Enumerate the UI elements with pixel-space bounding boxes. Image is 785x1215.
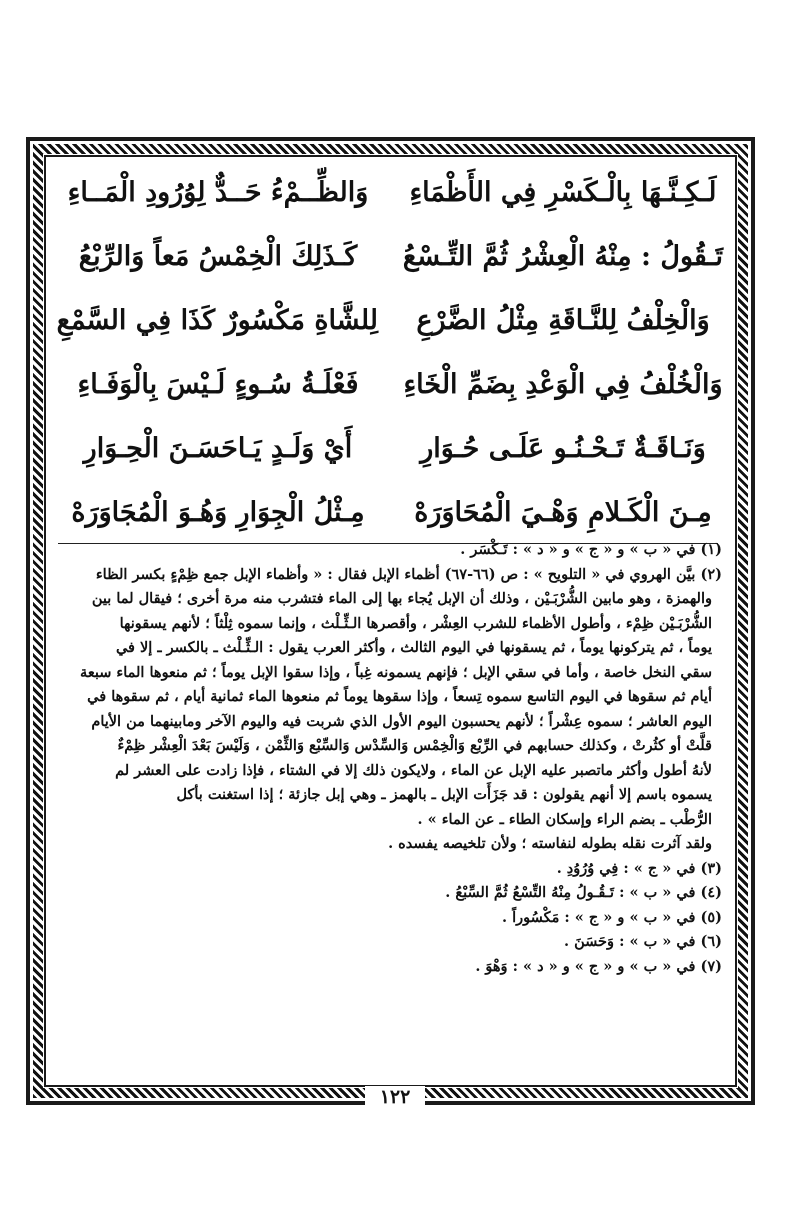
footnote-2-line: لأنهُ أطول وأكثر ماتصبر عليه الإبل عن الماء ، ولايكون ذلك إلا في الشتاء ، فإذا زادت على العشر لم bbox=[115, 761, 712, 779]
verse-second-hemistich: مِـثْلُ الْجِوَارِ وَهُـوَ الْمُجَاوَرَهْ bbox=[71, 496, 365, 528]
verse-second-hemistich: أَيْ وَلَـدٍ يَـاحَسَـنَ الْحِـوَارِ bbox=[83, 432, 353, 464]
footnote-2-line: سقي النخل خاصة ، وأما في سقي الإبل ؛ فإنهم يسمونه غِباً ، وإذا سقوا الإبل يوماً ؛ ثم منعوها الماء سبعة bbox=[80, 663, 712, 681]
footnotes bbox=[62, 538, 722, 979]
footnote-2-line: قلَّتْ أو كثُرتْ ، وكذلك حسابهم في الرِّبْع وَالْخِمْس وَالسِّدْس وَالسِّبْع وَالثِّمْن ، وَلَيْسَ بَعْدَ الْعِشْر ظِمْءٌ bbox=[117, 737, 712, 754]
footnote-2-line: والهمزة ، وهو مابين الشُّرْبَـيْن ، وذلك أن الإبل يُجاء بها إلى الماء فتشرب منه مرة أخرى ؛ فيقال لما بين bbox=[91, 590, 712, 607]
footnote-2-line: اليوم العاشر ؛ سموه عِشْراً ؛ لأنهم يحسبون اليوم الأول الذي شربت فيه واليوم الآخر ومابينهما من الأيام bbox=[91, 712, 712, 730]
verse-second-hemistich: فَعْلَـةُ سُـوءٍ لَـيْسَ بِالْوَفَـاءِ bbox=[77, 368, 359, 400]
verse bbox=[58, 224, 723, 288]
verse-first-hemistich: وَالْخُلْفُ فِي الْوَعْدِ بِضَمِّ الْخَاءِ bbox=[403, 368, 723, 400]
footnote-2-remark: ولقد آثرت نقله بطوله لنفاسته ؛ ولأن تلخيصه يفسده . bbox=[388, 835, 712, 852]
verse bbox=[58, 480, 723, 544]
footnote-2-line: (٢) بيَّن الهروي في « التلويح » : ص (٦٦-٦٧) أظماء الإبل فقال : « وأظماء الإبل جمع ظِمْءٍ بكسر الظاء bbox=[95, 565, 722, 583]
footnote-2-line: أيام ثم سقوها في اليوم التاسع سموه تِسعاً ، وإذا سقوها يوماً ثم منعوها الماء ثمانية أيام ، ثم سقوها في bbox=[87, 688, 712, 705]
verse bbox=[58, 352, 723, 416]
verse-second-hemistich: لِلشَّاةِ مَكْسُورٌ كَذَا فِي السَّمْعِ bbox=[56, 304, 378, 336]
footnote-5: (٥) في « ب » و « ج » : مَكْسُوراً . bbox=[502, 908, 722, 926]
verse bbox=[58, 160, 723, 224]
poem bbox=[58, 160, 723, 544]
verse-first-hemistich: لَـكِـنَّـهَا بِالْـكَسْرِ فِي الأَظْمَاءِ bbox=[409, 176, 717, 208]
verse-second-hemistich: وَالظِّــمْءُ حَــدٌّ لِوُرُودِ الْمَــاءِ bbox=[67, 176, 369, 208]
verse-first-hemistich: وَنَـاقَـةٌ تَـحْـنُـو عَلَـى حُـوَارِ bbox=[420, 432, 706, 464]
footnote-2-line: الرُّطْب ـ بضم الراء وإسكان الطاء ـ عن الماء » . bbox=[417, 810, 712, 828]
verse bbox=[58, 288, 723, 352]
footnote-6: (٦) في « ب » : وَحَسَنَ . bbox=[563, 933, 722, 950]
page-number: ١٢٢ bbox=[365, 1086, 425, 1108]
footnote-2-line: يسموه باسم إلا أنهم يقولون : قد جَزَأَت الإبل ـ بالهمز ـ وهي إبل جازئة ؛ إذا استغنت بأكل bbox=[176, 786, 712, 803]
footnote-7: (٧) في « ب » و « ج » و « د » : وَهْوَ . bbox=[475, 957, 722, 975]
footnote-1: (١) في « ب » و « ج » و « د » : تَـكْسَر . bbox=[460, 541, 722, 558]
footnote-2-line: يوماً ، ثم يتركونها يوماً ، ثم يسقونها في اليوم الثالث ، وأكثر العرب يقول : الـثِّـلْث ـ بالكسر ـ إلا في bbox=[115, 639, 712, 656]
verse bbox=[58, 416, 723, 480]
footnote-3: (٣) في « ج » : فِي وُرُوُدِ . bbox=[556, 859, 722, 877]
verse-second-hemistich: كَـذَلِكَ الْخِمْسُ مَعاً وَالرِّبْعُ bbox=[78, 240, 358, 272]
verse-first-hemistich: وَالْخِلْفُ لِلنَّـاقَةِ مِثْلُ الضَّرْعِ bbox=[416, 304, 710, 336]
footnote-4: (٤) في « ب » : تَـقُـولُ مِنْهُ التِّسْعُ ثُمَّ السِّبْعُ . bbox=[445, 884, 722, 901]
footnote-2 bbox=[62, 563, 722, 857]
verse-first-hemistich: مِـنَ الْكَـلامِ وَهْـيَ الْمُحَاوَرَهْ bbox=[414, 496, 712, 528]
footnote-2-line: الشُّرْبَـيْن ظِمْء ، وأطول الأظماء للشرب العِشْر ، وأقصرها الـثِّـلْث ، وإنما سموه ثِلْثاً ؛ لأنهم يسقونها bbox=[119, 614, 712, 632]
verse-first-hemistich: تَـقُولُ : مِنْهُ الْعِشْرُ ثُمَّ التِّـسْعُ bbox=[402, 240, 723, 272]
